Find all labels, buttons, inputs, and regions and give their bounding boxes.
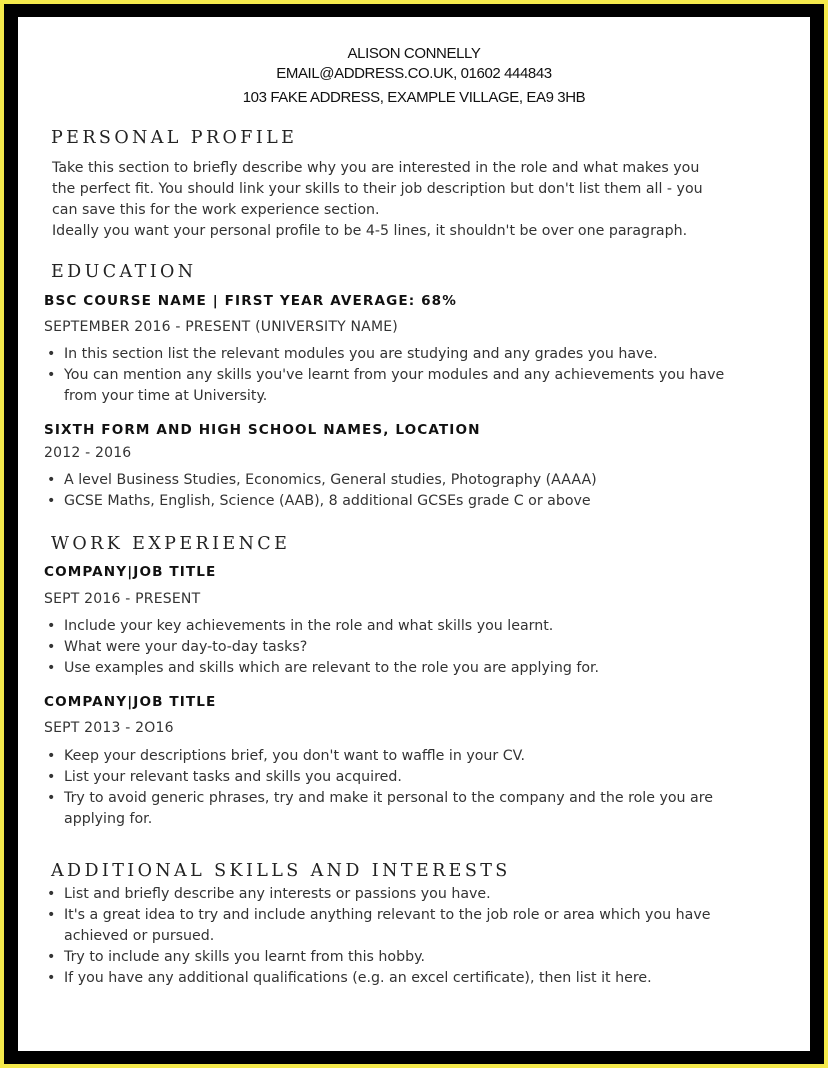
- list-item: [44, 905, 754, 947]
- bullet-icon: •: [47, 639, 56, 655]
- list-item-text: List your relevant tasks and skills you acquired.: [64, 769, 402, 785]
- list-item-text: Try to avoid generic phrases, try and make it personal to the company and the role you are applying for.: [64, 790, 713, 827]
- bullet-icon: •: [47, 346, 56, 362]
- profile-line: Ideally you want your personal profile to be 4-5 lines, it shouldn't be over one paragraph.: [52, 223, 688, 239]
- list-item-text: In this section list the relevant modules you are studying and any grades you have.: [64, 346, 658, 362]
- bullet-icon: •: [47, 769, 56, 785]
- list-item: [44, 968, 784, 989]
- list-item-text: Use examples and skills which are relevant to the role you are applying for.: [64, 660, 600, 676]
- profile-paragraph: [52, 158, 792, 242]
- education-heading-school: SIXTH FORM AND HIGH SCHOOL NAMES, LOCATION: [44, 422, 481, 438]
- work-date-2: SEPT 2013 - 2O16: [44, 720, 174, 736]
- list-item: [44, 884, 784, 905]
- bullet-icon: •: [47, 949, 56, 965]
- work-date-1: SEPT 2016 - PRESENT: [44, 591, 201, 607]
- list-item-text: It's a great idea to try and include anything relevant to the job role or area which you have achieved or pursued.: [64, 907, 711, 944]
- list-item-text: GCSE Maths, English, Science (AAB), 8 additional GCSEs grade C or above: [64, 493, 591, 509]
- work-heading-2: COMPANY|JOB TITLE: [44, 694, 217, 710]
- work-bullets-2: [44, 746, 784, 830]
- list-item: [44, 637, 784, 658]
- list-item-text: Try to include any skills you learnt from this hobby.: [64, 949, 425, 965]
- bullet-icon: •: [47, 367, 56, 383]
- bullet-icon: •: [47, 493, 56, 509]
- education-date-school: 2012 - 2016: [44, 445, 132, 461]
- list-item: [44, 746, 784, 767]
- education-bullets-school: [44, 470, 784, 512]
- candidate-name: ALISON CONNELLY: [347, 45, 481, 62]
- section-title-personal-profile: PERSONAL PROFILE: [51, 128, 298, 148]
- bullet-icon: •: [47, 748, 56, 764]
- bullet-icon: •: [47, 886, 56, 902]
- list-item-text: What were your day-to-day tasks?: [64, 639, 308, 655]
- list-item: [44, 658, 784, 679]
- list-item: [44, 788, 776, 830]
- section-title-additional-skills: ADDITIONAL SKILLS AND INTERESTS: [51, 861, 511, 881]
- list-item: [44, 344, 784, 365]
- section-title-work-experience: WORK EXPERIENCE: [51, 534, 291, 554]
- list-item: [44, 616, 784, 637]
- cv-header: [18, 44, 810, 108]
- list-item: [44, 470, 784, 491]
- list-item: [44, 947, 784, 968]
- work-bullets-1: [44, 616, 784, 679]
- bullet-icon: •: [47, 660, 56, 676]
- bullet-icon: •: [47, 472, 56, 488]
- list-item-text: A level Business Studies, Economics, General studies, Photography (AAAA): [64, 472, 597, 488]
- education-date-university: SEPTEMBER 2016 - PRESENT (UNIVERSITY NAME): [44, 319, 398, 335]
- education-bullets-university: [44, 344, 784, 407]
- bullet-icon: •: [47, 618, 56, 634]
- contact-line: EMAIL@ADDRESS.CO.UK, 01602 444843: [276, 65, 552, 82]
- bullet-icon: •: [47, 790, 56, 806]
- bullet-icon: •: [47, 907, 56, 923]
- skills-bullets: [44, 884, 784, 989]
- list-item: [44, 767, 784, 788]
- list-item: [44, 491, 784, 512]
- list-item-text: List and briefly describe any interests or passions you have.: [64, 886, 491, 902]
- profile-line: the perfect fit. You should link your skills to their job description but don't list them all - you: [52, 181, 703, 197]
- work-heading-1: COMPANY|JOB TITLE: [44, 564, 217, 580]
- list-item-text: Include your key achievements in the role and what skills you learnt.: [64, 618, 554, 634]
- list-item: [44, 365, 754, 407]
- cv-page: [18, 17, 810, 1051]
- education-heading-university: BSC COURSE NAME | FIRST YEAR AVERAGE: 68%: [44, 293, 457, 309]
- section-title-education: EDUCATION: [51, 262, 197, 282]
- list-item-text: Keep your descriptions brief, you don't want to waffle in your CV.: [64, 748, 526, 764]
- list-item-text: If you have any additional qualifications (e.g. an excel certificate), then list it here.: [64, 970, 652, 986]
- list-item-text: You can mention any skills you've learnt from your modules and any achievements you have from your time at University.: [64, 367, 725, 404]
- address-line: 103 FAKE ADDRESS, EXAMPLE VILLAGE, EA9 3HB: [242, 89, 586, 106]
- bullet-icon: •: [47, 970, 56, 986]
- profile-line: Take this section to briefly describe why you are interested in the role and what makes you: [52, 160, 700, 176]
- profile-line: can save this for the work experience section.: [52, 202, 380, 218]
